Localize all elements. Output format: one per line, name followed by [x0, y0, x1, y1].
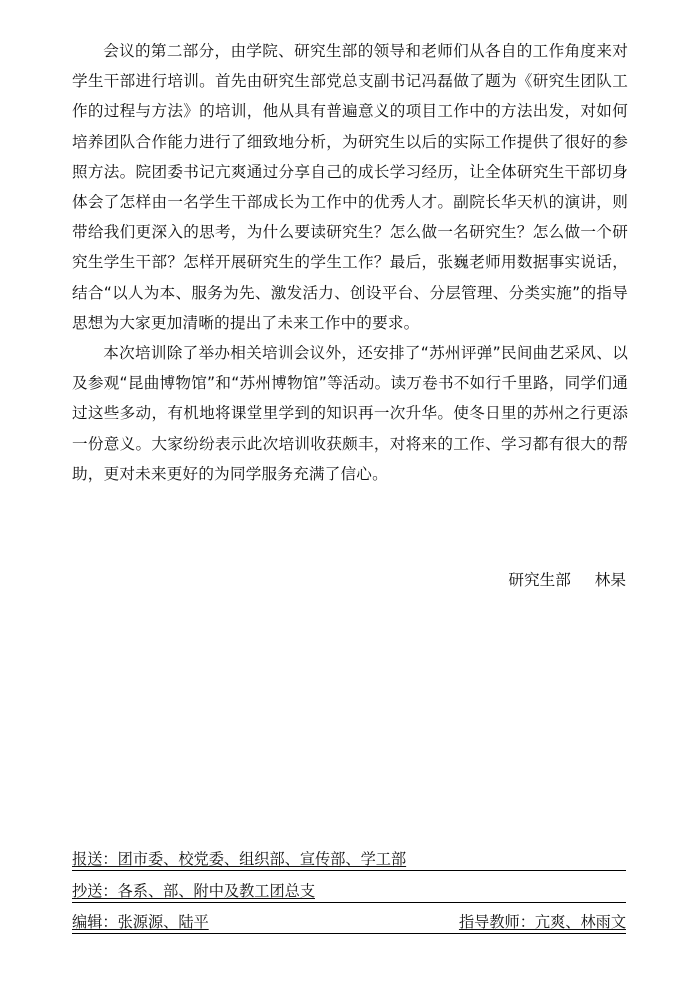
signature-author: 林杲 — [594, 571, 626, 589]
footer-send-to-line — [72, 849, 626, 871]
footer-copy-to-line — [72, 881, 626, 903]
footer-editors: 编辑：张源源、陆平 — [72, 913, 209, 931]
footer-send-to: 报送：团市委、校党委、组织部、宣传部、学工部 — [72, 850, 407, 868]
signature-department: 研究生部 — [508, 571, 571, 589]
footer-advisors: 指导教师：亢爽、林雨文 — [458, 913, 626, 931]
paragraph-training-sessions: 会议的第二部分，由学院、研究生部的领导和老师们从各自的工作角度来对学生干部进行培训。首先由研究生部党总支副书记冯磊做了题为《研究生团队工作的过程与方法》的培训，他从具有普遍意义的项目工作中的方法出发，对如何培养团队合作能力进行了细致地分析，为研究生以后的实际工作提供了很好的参照方法。院团委书记亢爽通过分享自己的成长学习经历，让全体研究生干部切身体会了怎样由一名学生干部成长为工作中的优秀人才。副院长华天朳的演讲，则带给我们更深入的思考，为什么要读研究生？怎么做一名研究生？怎么做一个研究生学生干部？怎样开展研究生的学生工作？最后，张巍老师用数据事实说话，结合“以人为本、服务为先、激发活力、创设平台、分层管理、分类实施”的指导思想为大家更加清晰的提出了未来工作中的要求。 — [72, 42, 628, 332]
paragraph-activities: 本次培训除了举办相关培训会议外，还安排了“苏州评弹”民间曲艺采风、以及参观“昆曲博物馆”和“苏州博物馆”等活动。读万卷书不如行千里路，同学们通过这些多动，有机地将课堂里学到的知识再一次升华。使冬日里的苏州之行更添一份意义。大家纷纷表示此次培训收获颇丰，对将来的工作、学习都有很大的帮助，更对未来更好的为同学服务充满了信心。 — [72, 344, 628, 483]
signature — [508, 566, 626, 594]
footer-editors-line — [72, 912, 626, 934]
document-body — [72, 36, 628, 489]
footer-copy-to: 抄送：各系、部、附中及教工团总支 — [72, 882, 315, 900]
